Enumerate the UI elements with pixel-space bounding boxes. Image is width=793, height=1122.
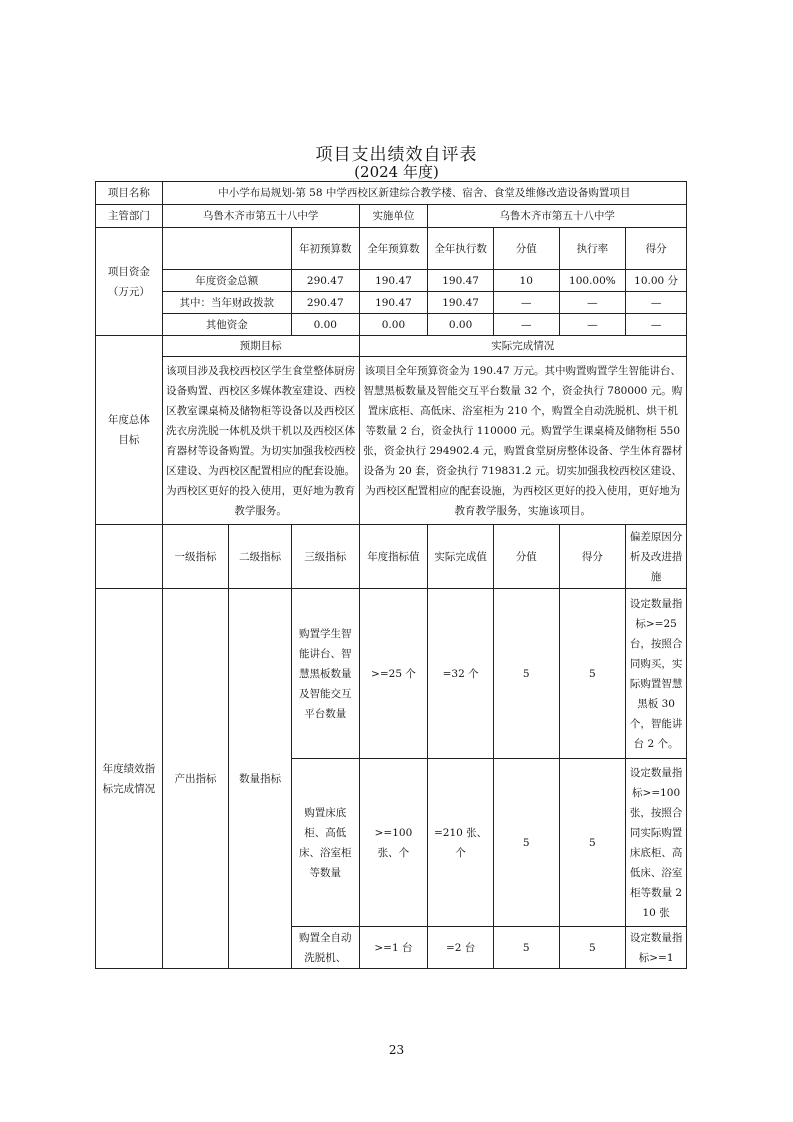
target-value: >=1 台 [359,927,428,969]
header-score: 得分 [559,525,626,589]
deviation-reason: 设定数量指标>=100 张，按照合同实际购置床底柜、高低床、浴室柜等数量 210 张 [626,759,687,927]
funds-exec: 0.00 [428,314,494,336]
expected-goal-header: 预期目标 [162,336,359,357]
project-name-row [96,182,687,205]
actual-completion-header: 实际完成情况 [359,336,686,357]
header-full-exec: 全年执行数 [428,228,494,270]
impl-value: 乌鲁木齐市第五十八中学 [428,205,687,228]
funds-full: 190.47 [359,292,428,314]
level3-value: 购置床底柜、高低床、浴室柜等数量 [291,759,359,927]
header-actual: 实际完成值 [428,525,494,589]
funds-exec: 190.47 [428,292,494,314]
deviation-reason: 设定数量指标>=1 [626,927,687,969]
header-target: 年度指标值 [359,525,428,589]
funds-blank-header [162,228,291,270]
level3-value: 购置学生智能讲台、智慧黑板数量及智能交互平台数量 [291,589,359,759]
actual-value: =32 个 [428,589,494,759]
funds-rate: — [559,314,626,336]
page-number: 23 [388,1043,405,1057]
funds-exec: 190.47 [428,270,494,292]
funds-row [96,314,687,336]
funds-value: — [493,314,559,336]
actual-value: =2 台 [428,927,494,969]
goals-label-line2: 目标 [118,434,140,446]
level2-value: 数量指标 [229,589,292,969]
funds-label-line1: 项目资金 [107,265,150,278]
target-value: >=25 个 [359,589,428,759]
funds-row [96,292,687,314]
header-level3: 三级指标 [291,525,359,589]
header-exec-rate: 执行率 [559,228,626,270]
target-value: >=100 张、个 [359,759,428,927]
funds-rate: — [559,292,626,314]
goals-label [96,336,163,525]
funds-value: — [493,292,559,314]
dept-label: 主管部门 [96,205,163,228]
indicators-section-label: 年度绩效指标完成情况 [96,589,163,969]
funds-value: 10 [493,270,559,292]
funds-score: — [626,292,687,314]
header-score: 得分 [626,228,687,270]
goals-label-line1: 年度总体 [107,414,150,426]
funds-rate: 100.00% [559,270,626,292]
page-subtitle-year: (2024 年度) [354,163,439,181]
header-level1: 一级指标 [162,525,229,589]
project-name-value: 中小学布局规划-第 58 中学西校区新建综合教学楼、宿舍、食堂及维修改造设备购置项目 [162,182,686,205]
funds-score: — [626,314,687,336]
funds-score: 10.00 分 [626,270,687,292]
header-score-value: 分值 [493,228,559,270]
funds-initial: 290.47 [291,292,359,314]
score-value: 5 [493,927,559,969]
level1-value: 产出指标 [162,589,229,969]
funds-full: 0.00 [359,314,428,336]
goals-header-row [96,336,687,357]
impl-label: 实施单位 [359,205,428,228]
indicators-header-row [96,525,687,589]
actual-completion-text: 该项目全年预算资金为 190.47 万元。其中购置购置学生智能讲台、智慧黑板数量及智能交互平台数量 32 个，资金执行 780000 元。购置床底柜、高低床、浴室柜为 210 个，购置全自动洗脱机、烘干机等数量 2 台，资金执行 110000 元。购置学生课桌椅及储物柜 550 张，资金执行 294902.4 元，购置食堂厨房整体设备、学生体育器材设备为 20 套，资金执行 719831.2 元。切实加强我校西校区建设、为西校区配置相应的配套设施，为西校区更好的投入使用，更好地为教育教学服务，实施该项目。 [359,357,686,525]
score: 5 [559,589,626,759]
level3-value: 购置全自动洗脱机、 [291,927,359,969]
header-reason: 偏差原因分析及改进措施 [626,525,687,589]
actual-value: =210 张、个 [428,759,494,927]
header-level2: 二级指标 [229,525,292,589]
funds-row-name: 其中：当年财政拨款 [162,292,291,314]
funds-row-name: 年度资金总额 [162,270,291,292]
score-value: 5 [493,589,559,759]
funds-initial: 0.00 [291,314,359,336]
indicator-row [96,589,687,759]
funds-label-line2: （万元） [107,285,150,298]
funds-label [96,228,163,336]
evaluation-table [95,181,687,969]
dept-value: 乌鲁木齐市第五十八中学 [162,205,359,228]
funds-full: 190.47 [359,270,428,292]
expected-goal-text: 该项目涉及我校西校区学生食堂整体厨房设备购置、西校区多媒体教室建设、西校区教室课桌椅及储物柜等设备以及西校区洗衣房洗脱一体机及烘干机以及西校区体育器材等设备购置。为切实加强我校西校区建设、为西校区配置相应的配套设施。为西校区更好的投入使用，更好地为教育教学服务。 [162,357,359,525]
header-value: 分值 [493,525,559,589]
score-value: 5 [493,759,559,927]
header-full-budget: 全年预算数 [359,228,428,270]
funds-row [96,270,687,292]
funds-header-row [96,228,687,270]
score: 5 [559,759,626,927]
page-title: 项目支出绩效自评表 [315,145,478,165]
funds-row-name: 其他资金 [162,314,291,336]
project-name-label: 项目名称 [96,182,163,205]
deviation-reason: 设定数量指标>=25 台，按照合同购买，实际购置智慧黑板 30 个，智能讲台 2 个。 [626,589,687,759]
funds-initial: 290.47 [291,270,359,292]
dept-row [96,205,687,228]
goals-text-row [96,357,687,525]
score: 5 [559,927,626,969]
header-initial-budget: 年初预算数 [291,228,359,270]
indicators-blank-header [96,525,163,589]
